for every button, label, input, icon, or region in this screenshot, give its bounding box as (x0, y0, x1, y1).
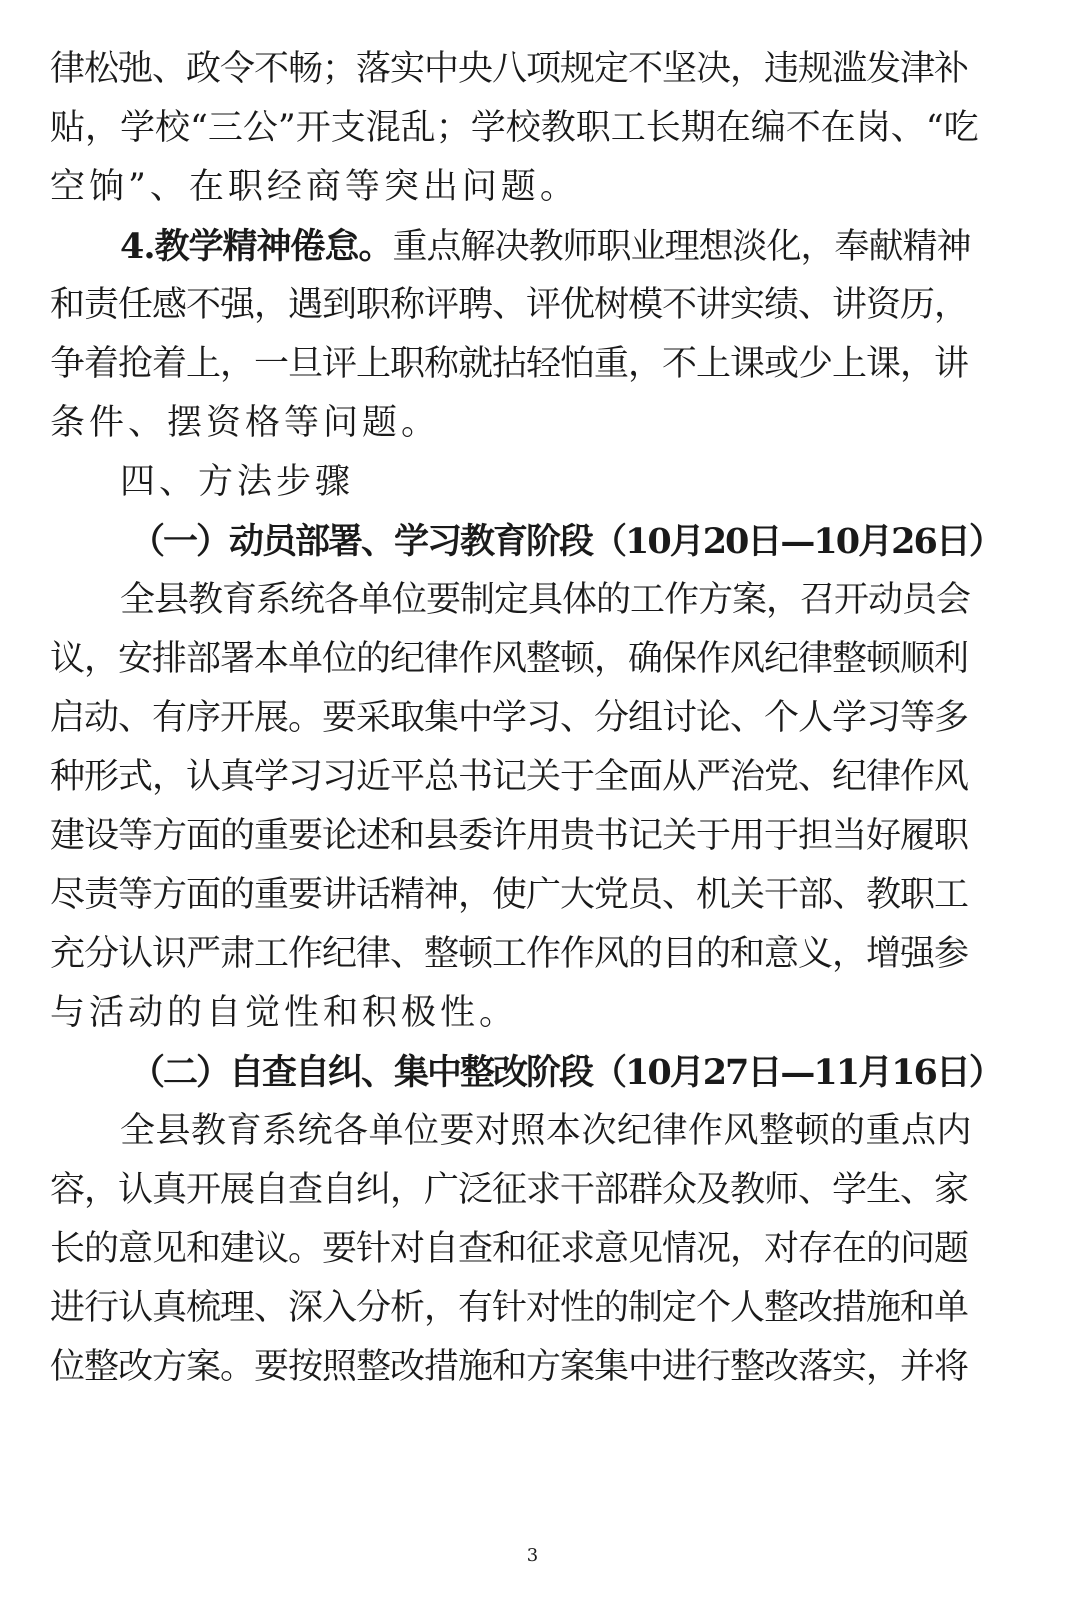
text-line: 律松弛、政令不畅；落实中央八项规定不坚决，违规滥发津补 (50, 49, 969, 89)
text-line: 进行认真梳理、深入分析，有针对性的制定个人整改措施和单 (50, 1288, 969, 1328)
text-span: 重点解决教师职业理想淡化，奉献精神 (392, 227, 971, 267)
section-4-title: 四、方法步骤 (120, 462, 355, 502)
stage-1-title: （一）动员部署、学习教育阶段（10月20日—10月26日） (130, 521, 1002, 562)
document-body (50, 40, 1002, 1397)
page-number: 3 (526, 1545, 539, 1566)
text-line: 容，认真开展自查自纠，广泛征求干部群众及教师、学生、家 (50, 1170, 969, 1210)
text-line: 位整改方案。要按照整改措施和方案集中进行整改落实，并将 (50, 1347, 969, 1387)
text-line: 建设等方面的重要论述和县委许用贵书记关于用于担当好履职 (50, 816, 969, 856)
text-line: 争着抢着上，一旦评上职称就拈轻怕重，不上课或少上课，讲 (50, 344, 969, 384)
text-line: 长的意见和建议。要针对自查和征求意见情况，对存在的问题 (50, 1229, 969, 1269)
stage-2-title: （二）自查自纠、集中整改阶段（10月27日—11月16日） (130, 1052, 1002, 1093)
paragraph-discipline-tail (50, 40, 980, 217)
item-4-paragraph (50, 217, 980, 453)
text-line: 全县教育系统各单位要对照本次纪律作风整顿的重点内 (120, 1111, 973, 1151)
text-line: 和责任感不强，遇到职称评聘、评优树模不讲实绩、讲资历， (50, 285, 969, 325)
text-line: 尽责等方面的重要讲话精神，使广大党员、机关干部、教职工 (50, 875, 969, 915)
text-line: 全县教育系统各单位要制定具体的工作方案，召开动员会 (120, 580, 971, 620)
text-line: 贴，学校“三公”开支混乱；学校教职工长期在编不在岗、“吃 (50, 108, 979, 148)
text-line: 条件、摆资格等问题。 (50, 403, 441, 443)
text-line: 空饷”、在职经商等突出问题。 (50, 167, 579, 207)
text-line: 启动、有序开展。要采取集中学习、分组讨论、个人学习等多 (50, 698, 969, 738)
text-line: 与活动的自觉性和积极性。 (50, 993, 519, 1033)
item-4-first-line (50, 217, 980, 276)
stage-1-section (50, 512, 1002, 1043)
text-line: 种形式，认真学习习近平总书记关于全面从严治党、纪律作风 (50, 757, 969, 797)
item-4-heading: 4.教学精神倦怠。 (120, 226, 393, 267)
stage-2-section (50, 1043, 1002, 1397)
text-line: 议，安排部署本单位的纪律作风整顿，确保作风纪律整顿顺利 (50, 639, 969, 679)
text-line: 充分认识严肃工作纪律、整顿工作作风的目的和意义，增强参 (50, 934, 969, 974)
